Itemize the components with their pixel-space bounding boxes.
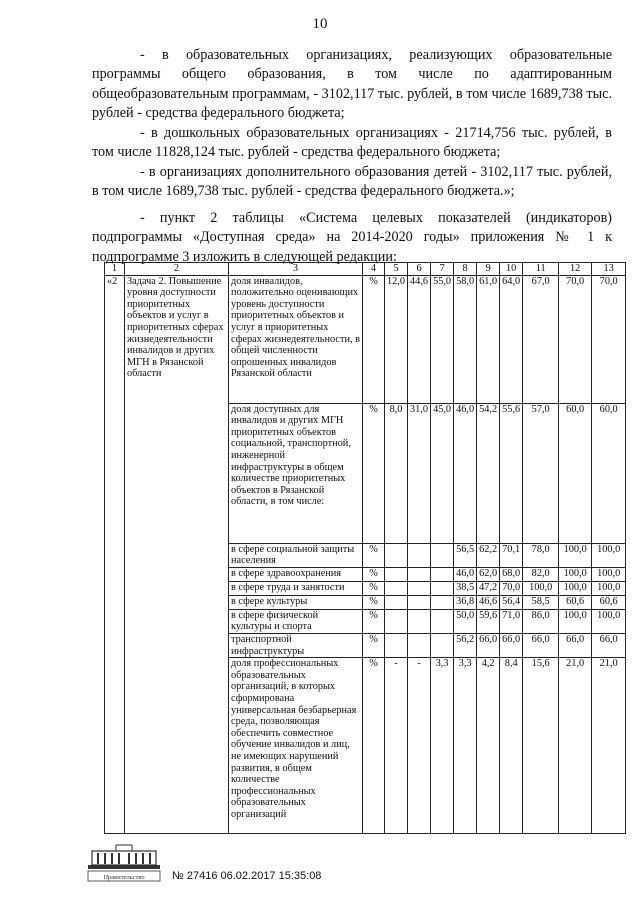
value-cell: 62,2 (477, 543, 500, 567)
unit-cell: % (363, 609, 385, 633)
value-cell (431, 543, 454, 567)
value-cell (408, 609, 431, 633)
indicator-name-cell: в сфере труда и занятости (229, 581, 363, 595)
value-cell (408, 567, 431, 581)
value-cell: 3,3 (431, 658, 454, 834)
header-cell: 9 (477, 263, 500, 276)
unit-cell: % (363, 543, 385, 567)
value-cell: 71,0 (500, 609, 523, 633)
value-cell (408, 543, 431, 567)
value-cell: 60,0 (592, 403, 626, 543)
task-cell: Задача 2. Повышение уровня доступности приоритетных объектов и услуг в приоритетных сферах жизнедеятельности инвалидов и других МГН в Рязанской области (125, 275, 229, 834)
value-cell: 100,0 (559, 567, 592, 581)
value-cell: 100,0 (523, 581, 559, 595)
indicator-name-cell: доля инвалидов, положительно оценивающих уровень доступности приоритетных объектов и услуг в приоритетных сферах жизнедеятельности, в общей численности опрошенных инвалидов Рязанской области (229, 275, 363, 403)
value-cell (385, 543, 408, 567)
value-cell: 12,0 (385, 275, 408, 403)
unit-cell: % (363, 633, 385, 657)
value-cell: 21,0 (592, 658, 626, 834)
value-cell: 55,6 (500, 403, 523, 543)
indicator-name-cell: в сфере культуры (229, 595, 363, 609)
value-cell: 46,0 (454, 403, 477, 543)
value-cell: 68,0 (500, 567, 523, 581)
value-cell: 60,6 (559, 595, 592, 609)
value-cell: 66,0 (477, 633, 500, 657)
table-row (105, 275, 626, 403)
value-cell: 60,0 (559, 403, 592, 543)
value-cell: - (385, 658, 408, 834)
value-cell (385, 581, 408, 595)
paragraph-preschool: - в дошкольных образовательных организациях - 21714,756 тыс. рублей, в том числе 11828,124 тыс. рублей - средства федерального бюджета; (92, 125, 612, 161)
value-cell: 59,6 (477, 609, 500, 633)
svg-text:Правительство: Правительство (103, 874, 145, 881)
value-cell: 67,0 (523, 275, 559, 403)
value-cell: 70,0 (592, 275, 626, 403)
value-cell (431, 595, 454, 609)
value-cell (431, 633, 454, 657)
unit-cell: % (363, 581, 385, 595)
page-number: 10 (312, 16, 328, 32)
indicator-name-cell: в сфере физической культуры и спорта (229, 609, 363, 633)
value-cell: 100,0 (592, 543, 626, 567)
value-cell (385, 567, 408, 581)
header-cell: 3 (229, 263, 363, 276)
header-cell: 11 (523, 263, 559, 276)
value-cell: 70,0 (559, 275, 592, 403)
indicators-table (104, 262, 626, 834)
unit-cell: % (363, 567, 385, 581)
paragraph-general-education: - в образовательных организациях, реализующих образовательные программы общего образования, в том числе по адаптированным общеобразовательным программам, - 3102,117 тыс. рублей, в том числе 1689,738 тыс. рублей - средства федерального бюджета; (92, 47, 612, 122)
header-cell: 4 (363, 263, 385, 276)
value-cell (431, 581, 454, 595)
header-cell: 5 (385, 263, 408, 276)
header-cell: 7 (431, 263, 454, 276)
table-header-row (105, 263, 626, 276)
value-cell: 61,0 (477, 275, 500, 403)
value-cell: 100,0 (559, 543, 592, 567)
value-cell (408, 633, 431, 657)
value-cell: 70,0 (500, 581, 523, 595)
value-cell (385, 633, 408, 657)
value-cell: 66,0 (592, 633, 626, 657)
value-cell: 100,0 (592, 567, 626, 581)
value-cell: 36,8 (454, 595, 477, 609)
value-cell: 56,5 (454, 543, 477, 567)
value-cell: 50,0 (454, 609, 477, 633)
indicator-name-cell: транспортной инфраструктуры (229, 633, 363, 657)
value-cell: 66,0 (500, 633, 523, 657)
value-cell: 15,6 (523, 658, 559, 834)
value-cell: 56,2 (454, 633, 477, 657)
value-cell (431, 609, 454, 633)
value-cell: 86,0 (523, 609, 559, 633)
value-cell: 100,0 (592, 609, 626, 633)
value-cell: 100,0 (559, 581, 592, 595)
indicator-name-cell: доля профессиональных образовательных организаций, в которых сформирована универсальная безбарьерная среда, позволяющая обеспечить совместное обучение инвалидов и лиц, не имеющих нарушений развития, в общем количестве профессиональных образовательных организаций (229, 658, 363, 834)
indicator-name-cell: доля доступных для инвалидов и других МГН приоритетных объектов социальной, транспортной, инженерной инфраструктуры в общем количестве приоритетных объектов в Рязанской области, в том числе: (229, 403, 363, 543)
value-cell: 62,0 (477, 567, 500, 581)
value-cell: 82,0 (523, 567, 559, 581)
unit-cell: % (363, 658, 385, 834)
value-cell: 47,2 (477, 581, 500, 595)
indicator-name-cell: в сфере социальной защиты населения (229, 543, 363, 567)
value-cell (408, 581, 431, 595)
value-cell: 44,6 (408, 275, 431, 403)
value-cell: - (408, 658, 431, 834)
value-cell: 8,4 (500, 658, 523, 834)
value-cell: 3,3 (454, 658, 477, 834)
value-cell: 58,5 (523, 595, 559, 609)
value-cell: 100,0 (592, 581, 626, 595)
value-cell: 64,0 (500, 275, 523, 403)
header-cell: 2 (125, 263, 229, 276)
value-cell: 78,0 (523, 543, 559, 567)
value-cell: 8,0 (385, 403, 408, 543)
value-cell: 54,2 (477, 403, 500, 543)
value-cell (431, 567, 454, 581)
document-footer-id: № 27416 06.02.2017 15:35:08 (172, 870, 322, 882)
value-cell: 66,0 (559, 633, 592, 657)
value-cell: 21,0 (559, 658, 592, 834)
paragraph-table-intro: - пункт 2 таблицы «Система целевых показателей (индикаторов) подпрограммы «Доступная среда» на 2014-2020 годы» приложения № 1 к подпрограмме 3 изложить в следующей редакции: (92, 210, 612, 265)
header-cell: 8 (454, 263, 477, 276)
value-cell: 100,0 (559, 609, 592, 633)
value-cell: 57,0 (523, 403, 559, 543)
indicator-name-cell: в сфере здравоохранения (229, 567, 363, 581)
value-cell: 70,1 (500, 543, 523, 567)
header-cell: 12 (559, 263, 592, 276)
value-cell (408, 595, 431, 609)
unit-cell: % (363, 403, 385, 543)
paragraph-additional-education: - в организациях дополнительного образования детей - 3102,117 тыс. рублей, в том числе 1689,738 тыс. рублей - средства федерального бюджета.»; (92, 164, 612, 200)
value-cell: 60,6 (592, 595, 626, 609)
value-cell: 38,5 (454, 581, 477, 595)
government-stamp-logo (86, 843, 162, 883)
value-cell (385, 595, 408, 609)
header-cell: 10 (500, 263, 523, 276)
unit-cell: % (363, 595, 385, 609)
header-cell: 6 (408, 263, 431, 276)
value-cell: 58,0 (454, 275, 477, 403)
value-cell: 66,0 (523, 633, 559, 657)
header-cell: 13 (592, 263, 626, 276)
value-cell: 46,6 (477, 595, 500, 609)
value-cell: 56,4 (500, 595, 523, 609)
value-cell (385, 609, 408, 633)
value-cell: 4,2 (477, 658, 500, 834)
unit-cell: % (363, 275, 385, 403)
row-number-cell: «2 (105, 275, 125, 834)
value-cell: 31,0 (408, 403, 431, 543)
value-cell: 46,0 (454, 567, 477, 581)
value-cell: 55,0 (431, 275, 454, 403)
header-cell: 1 (105, 263, 125, 276)
value-cell: 45,0 (431, 403, 454, 543)
